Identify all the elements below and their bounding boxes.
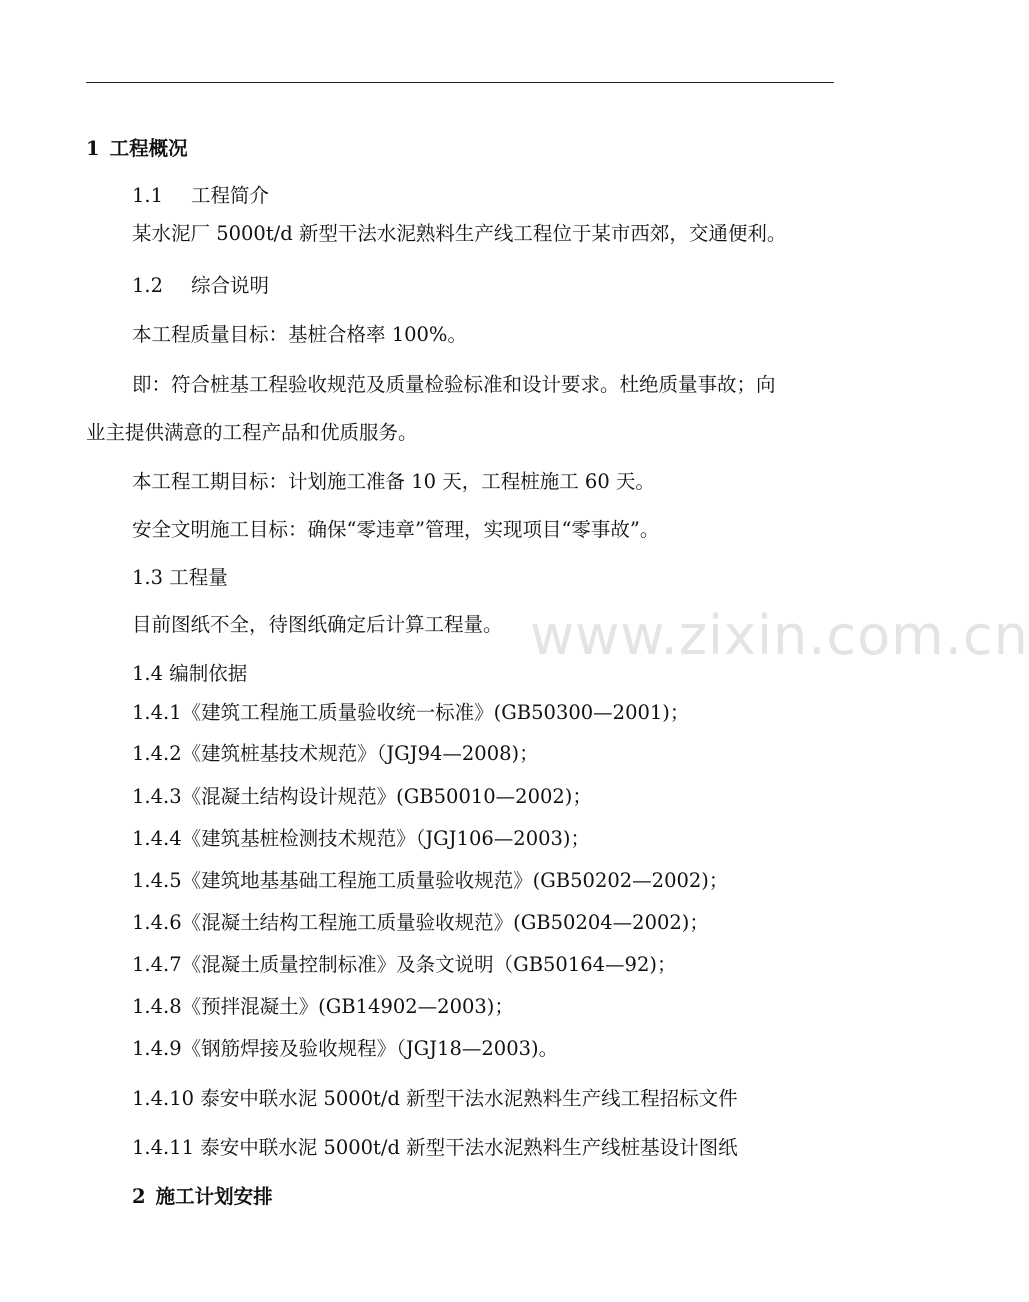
paragraph-project-intro: 某水泥厂 5000t/d 新型干法水泥熟料生产线工程位于某市西郊，交通便利。 — [132, 222, 787, 245]
section-number: 1 — [86, 137, 100, 160]
reference-item: 1.4.6《混凝土结构工程施工质量验收规范》(GB50204—2002)； — [132, 911, 709, 934]
section-1-3-heading: 1.3 工程量 — [132, 566, 228, 589]
watermark: www.zixin.com.cn — [530, 604, 1029, 667]
section-1-1-heading — [132, 183, 269, 209]
section-number: 1.2 — [132, 274, 164, 297]
section-number: 1.1 — [132, 184, 164, 207]
paragraph-compliance-line2: 业主提供满意的工程产品和优质服务。 — [86, 421, 418, 444]
section-2-heading — [132, 1184, 273, 1210]
reference-item: 1.4.8《预拌混凝土》(GB14902—2003)； — [132, 995, 514, 1018]
paragraph-safety-target: 安全文明施工目标：确保“零违章”管理，实现项目“零事故”。 — [132, 518, 660, 541]
reference-item: 1.4.1《建筑工程施工质量验收统一标准》(GB50300—2001)； — [132, 701, 690, 724]
section-title: 工程概况 — [109, 137, 188, 160]
reference-item: 1.4.5《建筑地基基础工程施工质量验收规范》(GB50202—2002)； — [132, 869, 729, 892]
paragraph-quantities: 目前图纸不全，待图纸确定后计算工程量。 — [132, 613, 503, 636]
reference-item: 1.4.11 泰安中联水泥 5000t/d 新型干法水泥熟料生产线桩基设计图纸 — [132, 1136, 738, 1159]
section-1-4-heading: 1.4 编制依据 — [132, 662, 248, 685]
section-title: 工程简介 — [191, 184, 270, 207]
reference-item: 1.4.9《钢筋焊接及验收规程》（JGJ18—2003)。 — [132, 1037, 559, 1060]
reference-item: 1.4.3《混凝土结构设计规范》(GB50010—2002)； — [132, 785, 592, 808]
reference-item: 1.4.10 泰安中联水泥 5000t/d 新型干法水泥熟料生产线工程招标文件 — [132, 1087, 738, 1110]
paragraph-quality-target: 本工程质量目标：基桩合格率 100%。 — [132, 323, 467, 346]
header-rule — [86, 82, 834, 83]
section-title: 综合说明 — [191, 274, 270, 297]
paragraph-compliance-line1: 即：符合桩基工程验收规范及质量检验标准和设计要求。杜绝质量事故；向 — [132, 373, 776, 396]
section-1-heading — [86, 136, 188, 162]
reference-item: 1.4.7《混凝土质量控制标准》及条文说明（GB50164—92)； — [132, 953, 677, 976]
section-title: 施工计划安排 — [155, 1185, 273, 1208]
reference-item: 1.4.4《建筑基桩检测技术规范》（JGJ106—2003)； — [132, 827, 591, 850]
paragraph-schedule-target: 本工程工期目标：计划施工准备 10 天，工程桩施工 60 天。 — [132, 470, 655, 493]
section-number: 2 — [132, 1185, 146, 1208]
reference-item: 1.4.2《建筑桩基技术规范》（JGJ94—2008)； — [132, 742, 539, 765]
section-1-2-heading — [132, 273, 269, 299]
